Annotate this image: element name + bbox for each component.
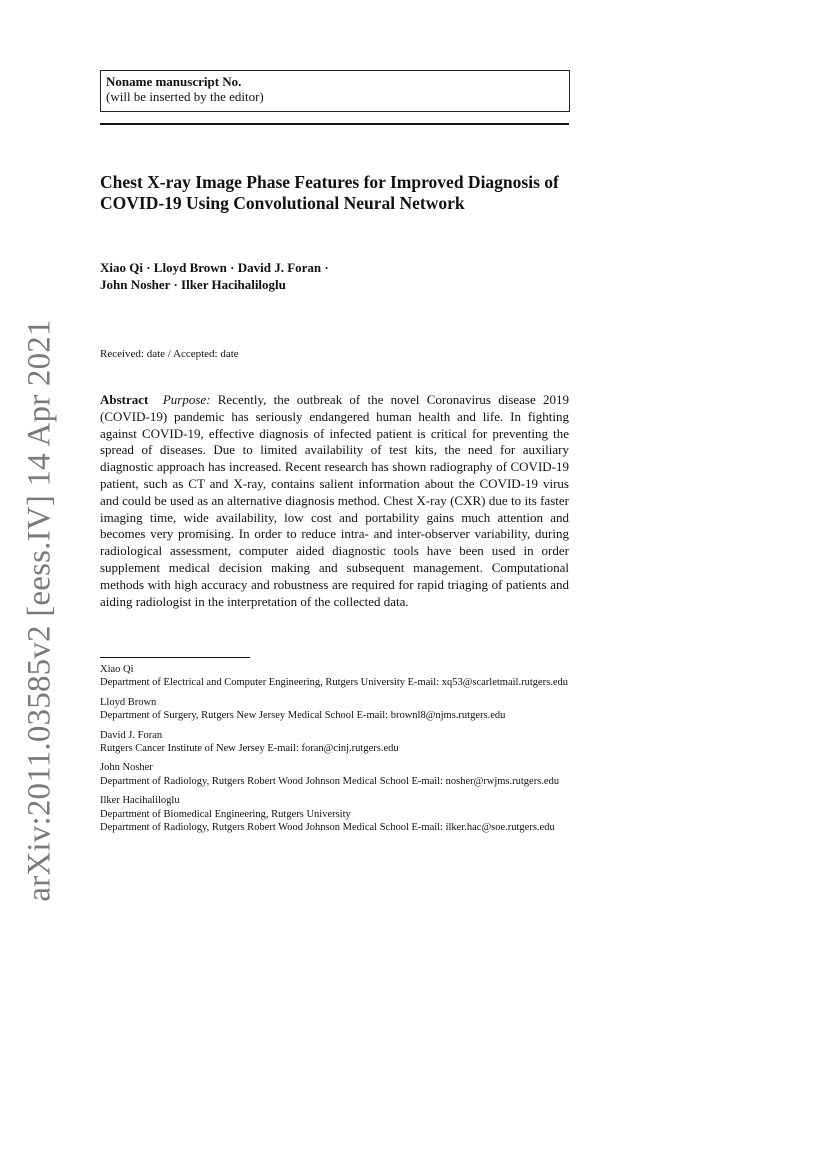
affiliation-name: Lloyd Brown	[100, 696, 157, 708]
affiliation-name: Ilker Hacihaliloglu	[100, 795, 180, 807]
footnote-rule	[100, 657, 250, 658]
affiliation-line: Rutgers Cancer Institute of New Jersey E-mail: foran@cinj.rutgers.edu	[100, 743, 399, 755]
manuscript-header-box	[100, 70, 570, 112]
arxiv-side-stamp	[18, 318, 62, 902]
affiliation-block	[100, 794, 569, 834]
affiliation-block	[100, 761, 569, 788]
affiliation-name: John Nosher	[100, 762, 153, 774]
affiliation-line: Department of Surgery, Rutgers New Jersey Medical School E-mail: brownl8@njms.rutgers.edu	[100, 710, 506, 722]
paper-title: Chest X-ray Image Phase Features for Improved Diagnosis of COVID-19 Using Convolutional Neural Network	[100, 172, 559, 213]
manuscript-number: Noname manuscript No.	[106, 74, 242, 89]
affiliation-block	[100, 696, 569, 723]
received-date: Received: date / Accepted: date	[100, 348, 239, 360]
abstract-keyword: Purpose:	[162, 392, 211, 407]
affiliation-line: Department of Radiology, Rutgers Robert Wood Johnson Medical School E-mail: ilker.hac@soe.rutgers.edu	[100, 822, 555, 834]
abstract	[100, 392, 569, 610]
affiliation-line: Department of Electrical and Computer Engineering, Rutgers University E-mail: xq53@scarletmail.rutgers.edu	[100, 677, 569, 689]
affiliation-block	[100, 729, 569, 756]
editor-note: (will be inserted by the editor)	[106, 89, 264, 104]
affiliation-line: Department of Radiology, Rutgers Robert Wood Johnson Medical School E-mail: nosher@rwjms.rutgers.edu	[100, 775, 560, 787]
arxiv-identifier: arXiv:2011.03585v2 [eess.IV] 14 Apr 2021	[21, 318, 58, 902]
header-rule	[100, 123, 569, 125]
author-list: Xiao Qi · Lloyd Brown · David J. Foran · John Nosher · Ilker Hacihaliloglu	[100, 260, 329, 292]
abstract-label: Abstract	[100, 392, 149, 407]
abstract-text: Recently, the outbreak of the novel Coronavirus disease 2019 (COVID-19) pandemic has seriously endangered human health and life. In fighting against COVID-19, effective diagnosis of infected patient is critical for preventing the spread of diseases. Due to limited availability of test kits, the need for auxiliary diagnostic approach has increased. Recent research has shown radiography of COVID-19 patient, such as CT and X-ray, contains salient information about the COVID-19 virus and could be used as an alternative diagnosis method. Chest X-ray (CXR) due to its faster imaging time, wide availability, low cost and portability gains much attention and becomes very promising. In order to reduce intra- and inter-observer variability, during radiological assessment, computer aided diagnostic tools have been used in order supplement medical decision making and subsequent management. Computational methods with high accuracy and robustness are required for rapid triaging of patients and aiding radiologist in the interpretation of the collected data.	[100, 392, 569, 609]
affiliation-block	[100, 663, 569, 690]
affiliation-name: Xiao Qi	[100, 664, 134, 675]
affiliation-line: Department of Biomedical Engineering, Rutgers University	[100, 808, 351, 820]
affiliation-name: David J. Foran	[100, 729, 163, 741]
affiliations	[100, 663, 569, 840]
